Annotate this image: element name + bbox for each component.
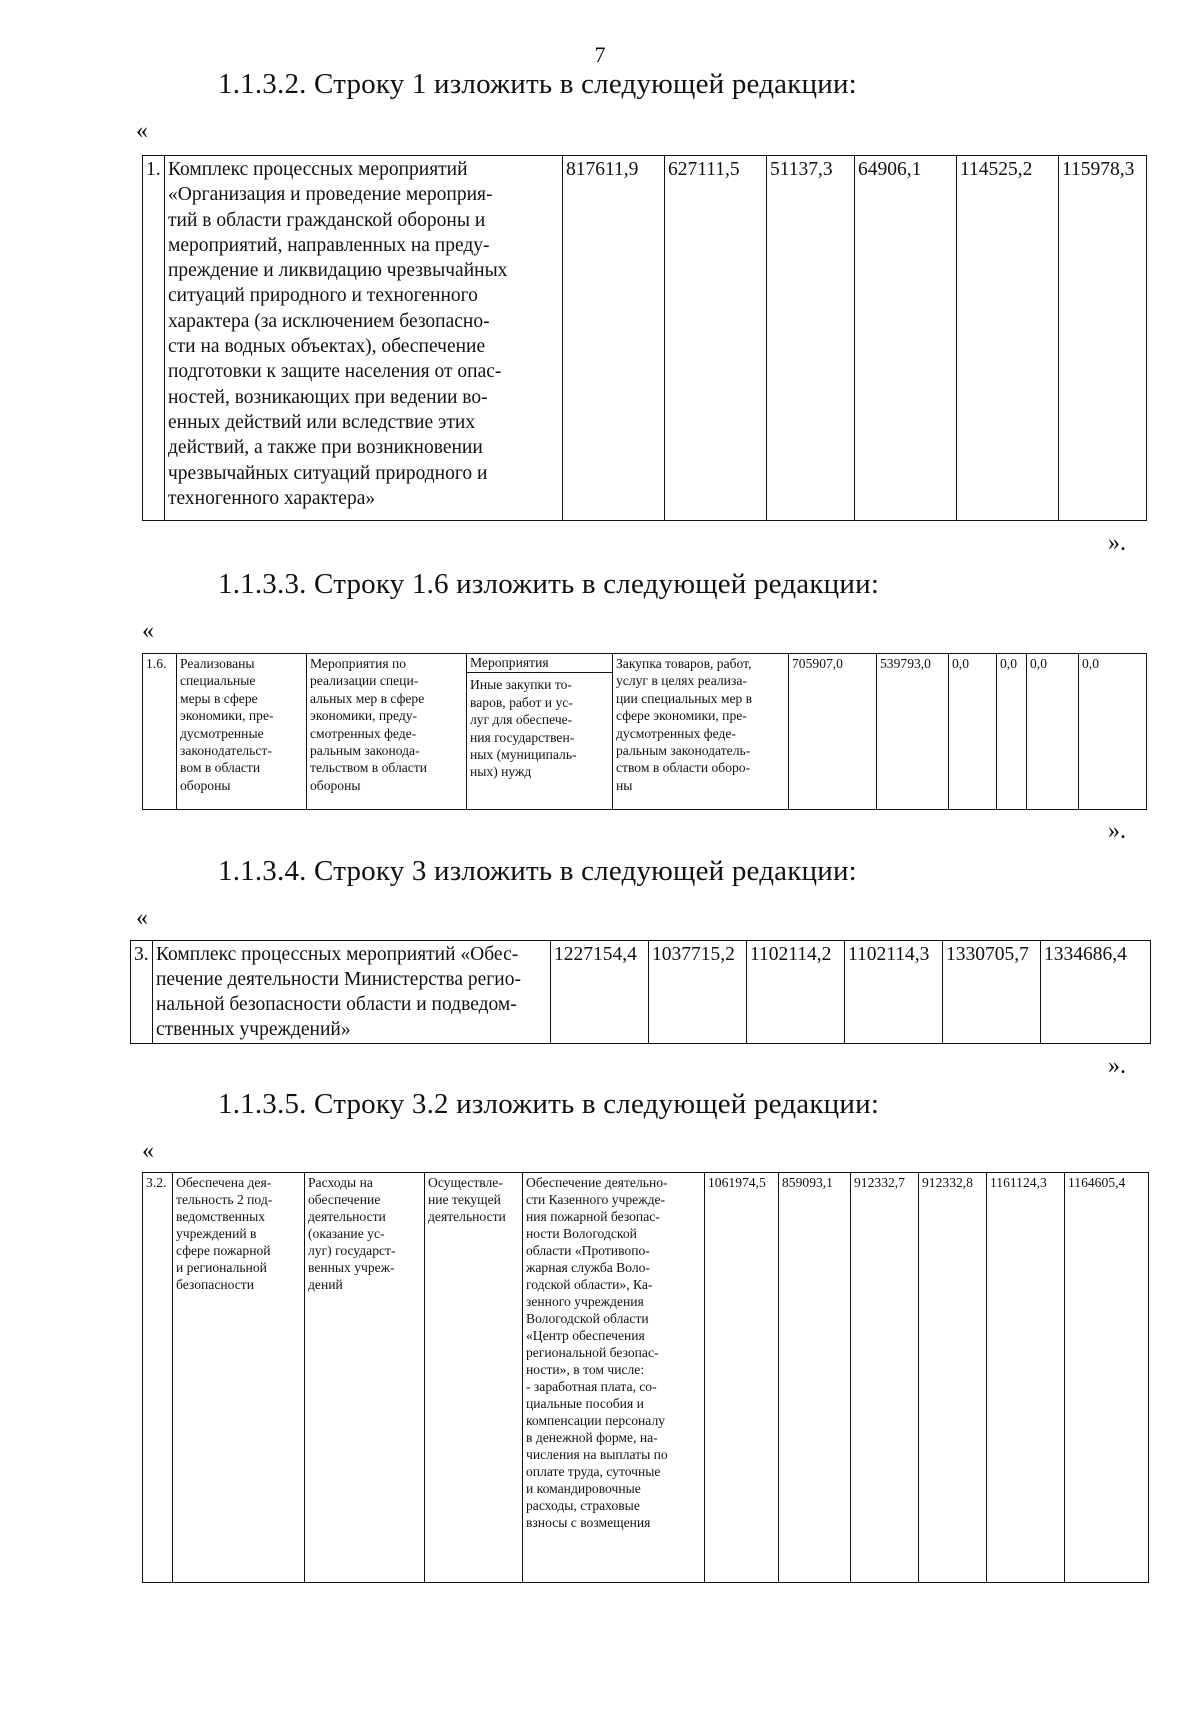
row-number: 3.2. — [143, 1173, 173, 1583]
value-cell: 51137,3 — [767, 156, 855, 521]
result-cell: Реализованы специальные меры в сфере экономики, пре- дусмотренные законодательст- вом в области обороны — [177, 654, 307, 810]
value-cell: 0,0 — [1027, 654, 1079, 810]
value-cell: 1164605,4 — [1065, 1173, 1149, 1583]
table-row-1-6 — [142, 653, 1147, 810]
value-cell: 64906,1 — [855, 156, 957, 521]
row-description: Комплекс процессных мероприятий «Обес- печение деятельности Министерства регио- нальной безопасности области и подведом- ственных учреждений» — [153, 941, 551, 1044]
value-cell: 0,0 — [949, 654, 997, 810]
table-row-3 — [130, 940, 1151, 1044]
table-row-1 — [142, 155, 1147, 521]
value-cell: 1161124,3 — [987, 1173, 1065, 1583]
value-cell: 1227154,4 — [551, 941, 649, 1044]
result-cell: Обеспечена дея- тельность 2 под- ведомственных учреждений в сфере пожарной и региональной безопасности — [173, 1173, 305, 1583]
section-heading-2: 1.1.3.3. Строку 1.6 изложить в следующей редакции: — [218, 568, 880, 600]
value-cell: 114525,2 — [957, 156, 1059, 521]
row-number: 1. — [143, 156, 165, 521]
value-cell: 912332,7 — [851, 1173, 919, 1583]
close-quote-1: ». — [1108, 530, 1126, 556]
value-cell: 1061974,5 — [705, 1173, 779, 1583]
value-cell: 1330705,7 — [943, 941, 1041, 1044]
row-number: 3. — [131, 941, 153, 1044]
value-cell: 1334686,4 — [1041, 941, 1151, 1044]
value-cell: 115978,3 — [1059, 156, 1147, 521]
open-quote-1: « — [136, 118, 148, 144]
section-heading-1: 1.1.3.2. Строку 1 изложить в следующей редакции: — [218, 68, 857, 100]
value-cell: 817611,9 — [563, 156, 665, 521]
measure-cell: Мероприятия по реализации специ- альных мер в сфере экономики, преду- смотренных феде- ральным законода- тельством в области обороны — [307, 654, 467, 810]
open-quote-4: « — [142, 1138, 154, 1164]
value-cell: 705907,0 — [789, 654, 877, 810]
page-number: 7 — [594, 42, 606, 67]
row-description: Комплекс процессных мероприятий «Организация и проведение мероприя- тий в области гражданской обороны и мероприятий, направленных на преду- преждение и ликвидацию чрезвычайных ситуаций природного и техногенного характера (за исключением безопасно- сти на водных объектах), обеспечение подготовки к защите населения от опас- ностей, возникающих при ведении во- енных действий или вследствие этих действий, а также при возникновении чрезвычайных ситуаций природного и техногенного характера» — [165, 156, 563, 521]
purchase-cell: Закупка товаров, работ, услуг в целях реализа- ции специальных мер в сфере экономики, пре- дусмотренных феде- ральным законодатель- ством в области оборо- ны — [613, 654, 789, 810]
type-cell: Мероприятия Иные закупки то- варов, работ и ус- луг для обеспече- ния государствен- ных (муниципаль- ных) нужд — [467, 654, 613, 810]
value-cell: 859093,1 — [779, 1173, 851, 1583]
close-quote-2: ». — [1108, 818, 1126, 844]
open-quote-3: « — [136, 905, 148, 931]
section-heading-3: 1.1.3.4. Строку 3 изложить в следующей редакции: — [218, 855, 857, 887]
value-cell: 912332,8 — [919, 1173, 987, 1583]
value-cell: 0,0 — [997, 654, 1027, 810]
open-quote-2: « — [142, 618, 154, 644]
type-cell: Осуществле- ние текущей деятельности — [425, 1173, 523, 1583]
table-row-3-2 — [142, 1172, 1149, 1583]
value-cell: 627111,5 — [665, 156, 767, 521]
value-cell: 1102114,3 — [845, 941, 943, 1044]
value-cell: 1037715,2 — [649, 941, 747, 1044]
value-cell: 539793,0 — [877, 654, 949, 810]
purpose-cell: Обеспечение деятельно- сти Казенного учрежде- ния пожарной безопас- ности Вологодской области «Противопо- жарная служба Воло- годской области», Ка- зенного учреждения Вологодской области «Центр обеспечения региональной безопас- ности», в том числе: - заработная плата, со- циальные пособия и компенсации персоналу в денежной форме, на- числения на выплаты по оплате труда, суточные и командировочные расходы, страховые взносы с возмещения — [523, 1173, 705, 1583]
value-cell: 1102114,2 — [747, 941, 845, 1044]
measure-cell: Расходы на обеспечение деятельности (оказание ус- луг) государст- венных учреж- дений — [305, 1173, 425, 1583]
close-quote-3: ». — [1108, 1053, 1126, 1079]
row-number: 1.6. — [143, 654, 177, 810]
value-cell: 0,0 — [1079, 654, 1147, 810]
section-heading-4: 1.1.3.5. Строку 3.2 изложить в следующей редакции: — [218, 1088, 880, 1120]
